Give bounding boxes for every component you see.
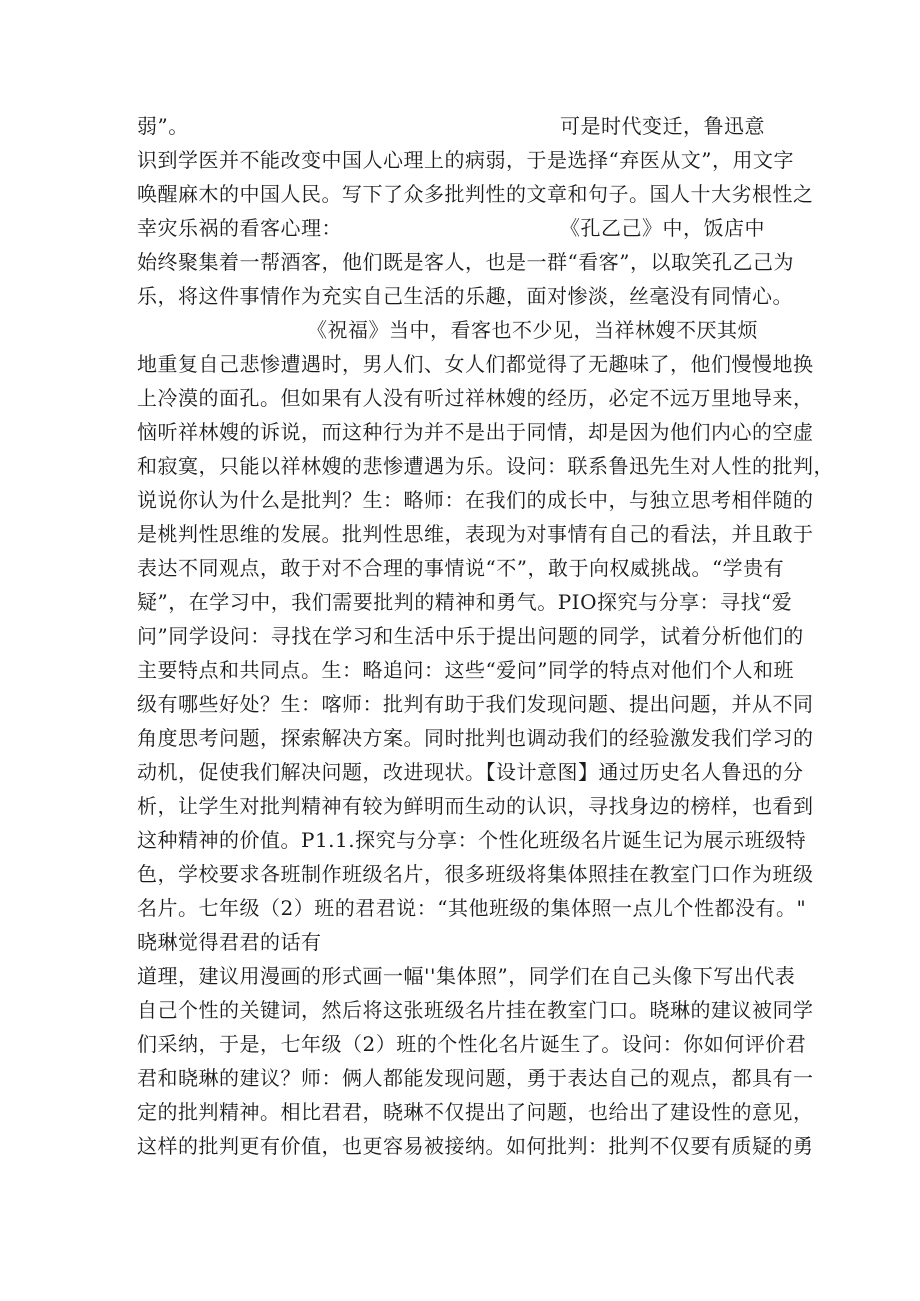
text-segment: 自己个性的关键词，然后将这张班级名片挂在教室门口。晓琳的建议被同学 — [137, 998, 814, 1022]
text-segment: 幸灾乐祸的看客心理： — [137, 216, 342, 240]
text-segment: 乐，将这件事情作为充实自己生活的乐趣，面对惨淡，丝毫没有同情心。 — [137, 284, 793, 308]
text-segment: 是桃判性思维的发展。批判性思维，表现为对事情有自己的看法，并且敢于 — [137, 522, 814, 546]
text-segment: 弱”。 — [137, 114, 189, 138]
text-segment: 说说你认为什么是批判？生：略师：在我们的成长中，与独立思考相伴随的 — [137, 488, 814, 512]
text-segment: 色，学校要求各班制作班级名片，很多班级将集体照挂在教室门口作为班级 — [137, 862, 814, 886]
text-segment: 始终聚集着一帮酒客，他们既是客人，也是一群“看客”，以取笑孔乙己为 — [137, 250, 794, 274]
text-segment: 定的批判精神。相比君君，晓琳不仅提出了问题，也给出了建设性的意见， — [137, 1100, 814, 1124]
text-segment: 道理，建议用漫画的形式画一幅''集体照”，同学们在自己头像下写出代表 — [137, 964, 796, 988]
text-segment: 问”同学设问：寻找在学习和生活中乐于提出问题的同学，试着分析他们的 — [137, 624, 804, 648]
text-segment: 表达不同观点，敢于对不合理的事情说“不”，敢于向权威挑战。“学贵有 — [137, 556, 785, 580]
text-segment: 恼听祥林嫂的诉说，而这种行为并不是出于同情，却是因为他们内心的空虚 — [137, 420, 814, 444]
text-segment: 这种精神的价值。P1.1.探究与分享：个性化班级名片诞生记为展示班级特 — [137, 828, 807, 852]
text-segment: 主要特点和共同点。生：略追问：这些“爱问”同学的特点对他们个人和班 — [137, 658, 794, 682]
text-segment: 地重复自己悲惨遭遇时，男人们、女人们都觉得了无趣味了，他们慢慢地换 — [137, 352, 814, 376]
text-segment: 和寂寞，只能以祥林嫂的悲惨遭遇为乐。设问：联系鲁迅先生对人性的批判， — [137, 454, 834, 478]
text-segment: 可是时代变迁，鲁迅意 — [560, 114, 765, 138]
text-segment: 晓琳觉得君君的话有 — [137, 930, 322, 954]
text-segment: 唤醒麻木的中国人民。写下了众多批判性的文章和句子。国人十大劣根性之 — [137, 182, 814, 206]
text-segment: 动机，促使我们解决问题，改进现状。【设计意图】通过历史名人鲁迅的分 — [137, 760, 804, 784]
text-segment: 上冷漠的面孔。但如果有人没有听过祥林嫂的经历，必定不远万里地导来， — [137, 386, 814, 410]
text-segment: 们采纳，于是，七年级（2）班的个性化名片诞生了。设问：你如何评价君 — [137, 1032, 807, 1056]
text-segment: 识到学医并不能改变中国人心理上的病弱，于是选择“弃医从文”，用文字 — [137, 148, 794, 172]
text-segment: 《祝福》当中，看客也不少见，当祥林嫂不厌其烦 — [307, 318, 758, 342]
text-segment: 君和晓琳的建议？师：俩人都能发现问题，勇于表达自己的观点，都具有一 — [137, 1066, 814, 1090]
text-segment: 名片。七年级（2）班的君君说：“其他班级的集体照一点儿个性都没有。" — [137, 896, 807, 920]
text-segment: 级有哪些好处？生：喀师：批判有助于我们发现问题、提出问题，并从不同 — [137, 692, 814, 716]
text-segment: 角度思考问题，探索解决方案。同时批判也调动我们的经验激发我们学习的 — [137, 726, 814, 750]
text-segment: 疑”，在学习中，我们需要批判的精神和勇气。PIO探究与分享：寻找“爱 — [137, 590, 793, 614]
text-segment: 《孔乙己》中，饭店中 — [560, 216, 765, 240]
text-segment: 析，让学生对批判精神有较为鲜明而生动的认识，寻找身边的榜样，也看到 — [137, 794, 814, 818]
text-segment: 这样的批判更有价值，也更容易被接纳。如何批判：批判不仅要有质疑的勇 — [137, 1134, 814, 1158]
